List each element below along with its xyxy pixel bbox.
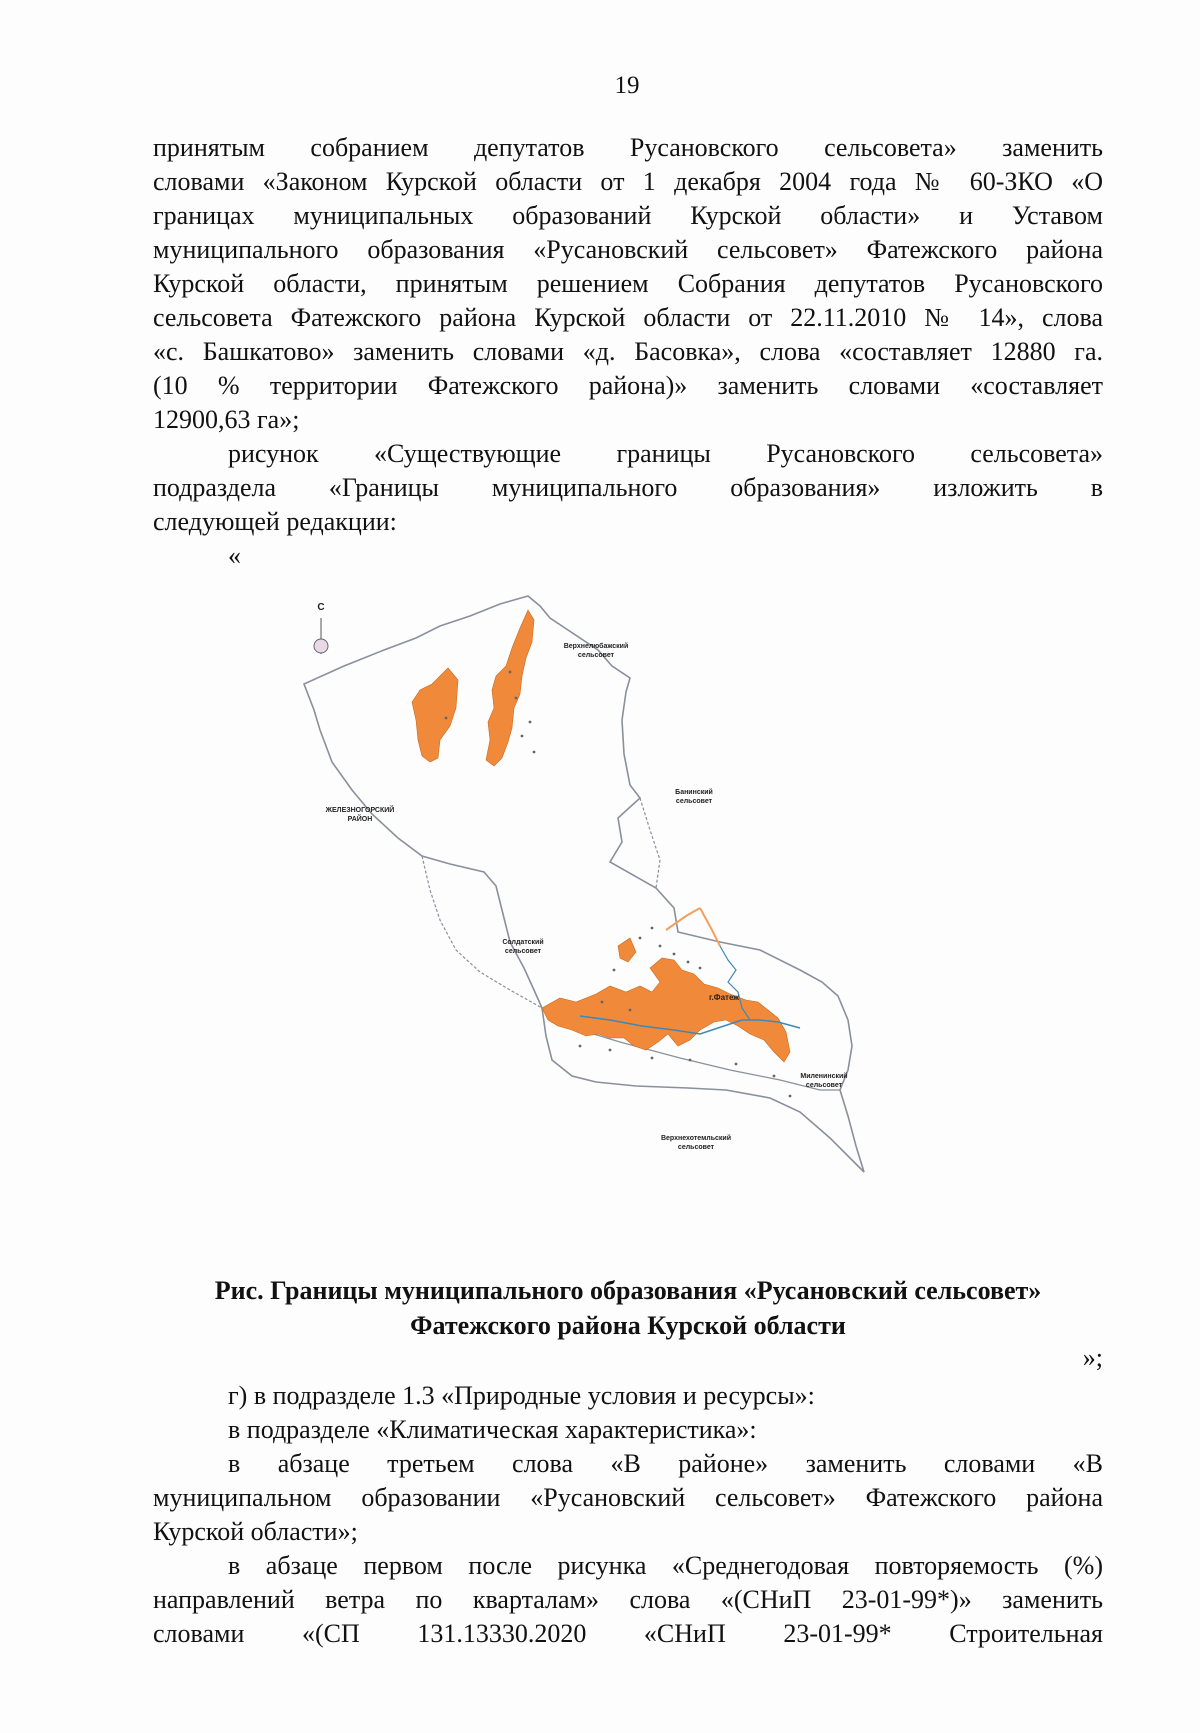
body-bottom-line: направлений ветра по кварталам» слова «(СНиП 23-01-99*)» заменить xyxy=(153,1585,1103,1614)
caption-line-2: Фатежского района Курской области xyxy=(410,1311,846,1340)
settlement-area-central xyxy=(486,610,534,766)
caption-line-1: Рис. Границы муниципального образования «Русановский сельсовет» xyxy=(214,1276,1042,1305)
internal-boundary-2 xyxy=(640,798,660,888)
body-top-line: (10 % территории Фатежского района)» заменить словами «составляет xyxy=(153,371,1103,400)
body-top-line: Курской области, принятым решением Собрания депутатов Русановского xyxy=(153,269,1103,298)
label-verkhnekhotemlsky-2: сельсовет xyxy=(677,1144,715,1151)
label-soldatsky-1: Солдатский xyxy=(502,939,544,946)
body-bottom-line: в абзаце первом после рисунка «Среднегодовая повторяемость (%) xyxy=(228,1551,1103,1580)
label-banishchi-1: Банинский xyxy=(675,789,713,796)
label-milenino-2: сельсовет xyxy=(805,1082,843,1089)
label-fatezh: г.Фатеж xyxy=(709,993,739,1002)
label-verkhnekhotemlsky-1: Верхнехотемльский xyxy=(660,1135,732,1142)
body-top-line: « xyxy=(228,541,241,570)
label-verkhnelyubazh-2: сельсовет xyxy=(577,652,615,659)
settlement-area-west xyxy=(412,668,458,762)
body-top-line: подраздела «Границы муниципального образования» изложить в xyxy=(153,473,1103,502)
body-bottom-line: г) в подразделе 1.3 «Природные условия и ресурсы»: xyxy=(228,1381,815,1410)
body-top-line: «с. Башкатово» заменить словами «д. Басовка», слова «составляет 12880 га. xyxy=(153,337,1103,366)
municipal-boundary xyxy=(304,596,864,1172)
figure-caption xyxy=(153,1273,1103,1343)
body-bottom-line: словами «(СП 131.13330.2020 «СНиП 23-01-99* Строительная xyxy=(153,1619,1103,1648)
body-top-line: границах муниципальных образований Курской области» и Уставом xyxy=(153,201,1103,230)
label-zheleznogorsk-1: ЖЕЛЕЗНОГОРСКИЙ xyxy=(325,807,395,814)
boundary-map xyxy=(280,590,960,1230)
label-zheleznogorsk-2: РАЙОН xyxy=(347,816,373,823)
internal-boundary-1 xyxy=(422,856,542,1008)
body-top-line: следующей редакции: xyxy=(153,507,397,536)
body-top-line: принятым собранием депутатов Русановского сельсовета» заменить xyxy=(153,133,1103,162)
map-svg xyxy=(280,590,960,1230)
label-soldatsky-2: сельсовет xyxy=(504,948,542,955)
north-arrow xyxy=(314,602,328,654)
body-bottom-line: муниципальном образовании «Русановский сельсовет» Фатежского района xyxy=(153,1483,1103,1512)
body-text-top xyxy=(153,131,1103,573)
body-text-bottom xyxy=(153,1379,1103,1651)
body-top-line: рисунок «Существующие границы Русановского сельсовета» xyxy=(228,439,1103,468)
body-top-line: муниципального образования «Русановский сельсовет» Фатежского района xyxy=(153,235,1103,264)
body-bottom-line: Курской области»; xyxy=(153,1517,358,1546)
body-top-line: 12900,63 га»; xyxy=(153,405,300,434)
settlement-area-north-south xyxy=(618,938,636,962)
body-top-line: сельсовета Фатежского района Курской области от 22.11.2010 № 14», слова xyxy=(153,303,1103,332)
label-verkhnelyubazh-1: Верхнелюбажский xyxy=(563,643,629,650)
page-number: 19 xyxy=(614,72,640,99)
body-bottom-line: в подразделе «Климатическая характеристика»: xyxy=(228,1415,757,1444)
label-milenino-1: Миленинский xyxy=(800,1073,848,1080)
body-bottom-line: в абзаце третьем слова «В районе» заменить словами «В xyxy=(228,1449,1103,1478)
north-label: С xyxy=(317,602,325,613)
caption-closing-quote: »; xyxy=(1082,1343,1103,1372)
label-banishchi-2: сельсовет xyxy=(675,798,713,805)
body-top-line: словами «Законом Курской области от 1 декабря 2004 года № 60-ЗКО «О xyxy=(153,167,1103,196)
